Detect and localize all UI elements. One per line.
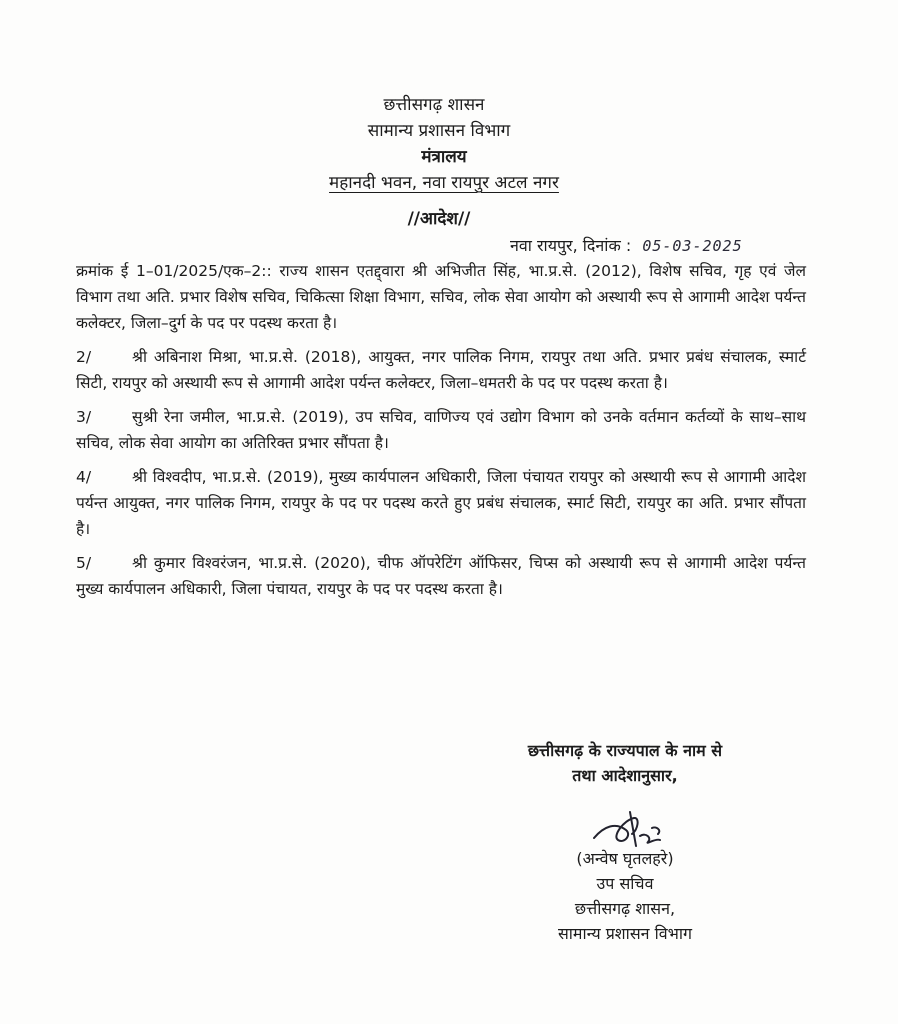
paragraph-5-number: 5/ [76, 554, 92, 572]
signatory-block [470, 846, 780, 946]
header-department: सामान्य प्रशासन विभाग [367, 121, 511, 141]
paragraph-1 [76, 258, 806, 336]
paragraph-1-text: क्रमांक ई 1–01/2025/एक–2:: राज्य शासन एतद्द्वारा श्री अभिजीत सिंह, भा.प्र.से. (2012), विशेष सचिव, गृह एवं जेल विभाग तथा अति. प्रभार विशेष सचिव, चिकित्सा शिक्षा विभाग, सचिव, लोक सेवा आयोग को अस्थायी रूप से आगामी आदेश पर्यन्त कलेक्टर, जिला–दुर्ग के पद पर पदस्थ करता है। [76, 262, 806, 332]
order-date: 05-03-2025 [642, 237, 743, 255]
document-header [0, 92, 898, 196]
header-government: छत्तीसगढ़ शासन [383, 95, 485, 115]
signature-block [470, 738, 780, 788]
header-address: महानदी भवन, नवा रायपुर अटल नगर [329, 173, 559, 193]
signature-authority-line1: छत्तीसगढ़ के राज्यपाल के नाम से [527, 741, 723, 760]
paragraph-5 [76, 550, 806, 602]
signatory-name: (अन्वेष घृतलहरे) [576, 849, 674, 868]
paragraph-2 [76, 344, 806, 396]
signatory-org1: छत्तीसगढ़ शासन, [574, 899, 676, 918]
paragraph-3 [76, 404, 806, 456]
header-secretariat: मंत्रालय [421, 147, 467, 167]
paragraph-3-number: 3/ [76, 408, 92, 426]
signatory-org2: सामान्य प्रशासन विभाग [557, 924, 693, 943]
paragraph-4-number: 4/ [76, 468, 92, 486]
paragraph-4-text: श्री विश्वदीप, भा.प्र.से. (2019), मुख्य कार्यपालन अधिकारी, जिला पंचायत रायपुर को अस्थायी रूप से आगामी आदेश पर्यन्त आयुक्त, नगर पालिक निगम, रायपुर के पद पर पदस्थ करते हुए प्रबंध संचालक, स्मार्ट सिटी, रायपुर का अति. प्रभार सौंपता है। [76, 468, 806, 538]
paragraph-4 [76, 464, 806, 542]
place-date-label: नवा रायपुर, दिनांक : [510, 236, 632, 255]
paragraph-5-text: श्री कुमार विश्वरंजन, भा.प्र.से. (2020), चीफ ऑपरेटिंग ऑफिसर, चिप्स को अस्थायी रूप से आगामी आदेश पर्यन्त मुख्य कार्यपालन अधिकारी, जिला पंचायत, रायपुर के पद पर पदस्थ करता है। [76, 554, 806, 598]
paragraph-3-text: सुश्री रेना जमील, भा.प्र.से. (2019), उप सचिव, वाणिज्य एवं उद्योग विभाग को उनके वर्तमान कर्तव्यों के साथ–साथ सचिव, लोक सेवा आयोग का अतिरिक्त प्रभार सौंपता है। [76, 408, 806, 452]
signature-authority-line2: तथा आदेशानुसार, [572, 766, 678, 785]
paragraph-2-text: श्री अबिनाश मिश्रा, भा.प्र.से. (2018), आयुक्त, नगर पालिक निगम, रायपुर तथा अति. प्रभार प्रबंध संचालक, स्मार्ट सिटी, रायपुर को अस्थायी रूप से आगामी आदेश पर्यन्त कलेक्टर, जिला–धमतरी के पद पर पदस्थ करता है। [76, 348, 806, 392]
order-body [76, 258, 806, 610]
order-title: //आदेश// [407, 209, 471, 229]
place-date [510, 234, 743, 256]
paragraph-2-number: 2/ [76, 348, 92, 366]
signatory-designation: उप सचिव [596, 874, 654, 893]
